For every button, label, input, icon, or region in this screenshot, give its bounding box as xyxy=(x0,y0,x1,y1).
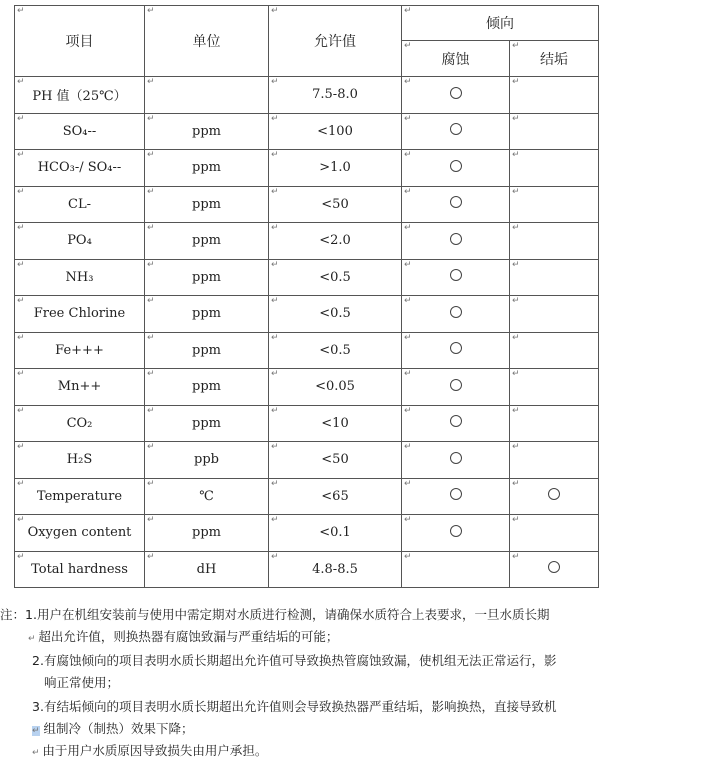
cell-scaling: ↵ xyxy=(510,223,599,260)
cell-unit-text: ℃ xyxy=(199,488,214,504)
header-allowed: ↵ 允许值 xyxy=(269,6,402,77)
cell-item: ↵ Mn++ xyxy=(15,369,145,406)
note-2-line-a: 2.有腐蚀倾向的项目表明水质长期超出允许值可导致换热管腐蚀致漏，使机组无法正常运行，影 xyxy=(32,653,557,668)
circle-icon xyxy=(450,233,462,245)
cell-allowed-value: ↵ <0.05 xyxy=(269,369,402,406)
header-corrosion: ↵ 腐蚀 xyxy=(402,41,510,77)
cell-item-text: Mn++ xyxy=(57,379,102,395)
cell-item: ↵ Oxygen content xyxy=(15,515,145,552)
cell-item-text: Total hardness xyxy=(31,561,128,577)
cell-item-text: Oxygen content xyxy=(27,525,132,541)
circle-icon xyxy=(450,160,462,172)
circle-icon xyxy=(450,342,462,354)
cell-item: ↵ H₂S xyxy=(15,442,145,479)
cell-unit-text: ppm xyxy=(192,233,221,249)
table-row xyxy=(15,405,599,442)
cell-allowed-value-text: >1.0 xyxy=(319,160,351,176)
table-row xyxy=(15,186,599,223)
cell-allowed-value: ↵ <0.1 xyxy=(269,515,402,552)
cell-item: ↵ Temperature xyxy=(15,478,145,515)
cell-item: ↵ Fe+++ xyxy=(15,332,145,369)
cell-scaling: ↵ xyxy=(510,77,599,114)
circle-icon xyxy=(548,488,560,500)
cell-scaling: ↵ xyxy=(510,150,599,187)
note-1-line-a: 注：1.用户在机组安装前与使用中需定期对水质进行检测，请确保水质符合上表要求，一旦水质长期 xyxy=(0,607,550,622)
cell-corrosion: ↵ xyxy=(402,405,510,442)
note-3-line-b: ↵ 组制冷（制热）效果下降； xyxy=(32,721,194,736)
circle-icon xyxy=(450,306,462,318)
circle-icon xyxy=(450,452,462,464)
cell-allowed-value-text: 4.8-8.5 xyxy=(312,561,358,577)
cell-unit: ↵ ppm xyxy=(145,296,269,333)
cell-allowed-value-text: <0.5 xyxy=(319,342,351,358)
cell-allowed-value: ↵ <50 xyxy=(269,442,402,479)
cell-unit: ↵ ppm xyxy=(145,515,269,552)
cell-unit: ↵ ppm xyxy=(145,223,269,260)
table-row xyxy=(15,515,599,552)
cell-unit-text: ppm xyxy=(192,415,221,431)
table-row xyxy=(15,259,599,296)
note-2-line-b: 响正常使用； xyxy=(44,675,120,690)
cell-allowed-value-text: 7.5-8.0 xyxy=(312,87,358,103)
cell-corrosion: ↵ xyxy=(402,223,510,260)
table-row xyxy=(15,551,599,588)
cell-item-text: SO₄-- xyxy=(62,123,97,139)
cell-unit-text: ppm xyxy=(192,306,221,322)
cell-allowed-value-text: <0.5 xyxy=(319,306,351,322)
circle-icon xyxy=(450,87,462,99)
table-row xyxy=(15,113,599,150)
cell-item-text: Fe+++ xyxy=(55,342,104,358)
cell-allowed-value: ↵ >1.0 xyxy=(269,150,402,187)
cell-unit-text: ppm xyxy=(192,342,221,358)
cell-scaling: ↵ xyxy=(510,405,599,442)
header-scaling: ↵ 结垢 xyxy=(510,41,599,77)
circle-icon xyxy=(450,525,462,537)
table-row xyxy=(15,296,599,333)
cell-scaling: ↵ xyxy=(510,186,599,223)
circle-icon xyxy=(548,561,560,573)
cell-scaling: ↵ xyxy=(510,296,599,333)
cell-item-text: HCO₃-/ SO₄-- xyxy=(37,160,122,176)
cell-item-text: H₂S xyxy=(66,452,93,468)
cell-item-text: CL- xyxy=(68,196,91,212)
cell-corrosion: ↵ xyxy=(402,296,510,333)
cell-item: ↵ Free Chlorine xyxy=(15,296,145,333)
cell-item: ↵ NH₃ xyxy=(15,259,145,296)
cell-unit: ↵ ppm xyxy=(145,113,269,150)
cell-item: ↵ CO₂ xyxy=(15,405,145,442)
cell-unit-text: ppm xyxy=(192,525,221,541)
cell-item: ↵ SO₄-- xyxy=(15,113,145,150)
cell-item-text: Free Chlorine xyxy=(33,306,126,322)
cell-allowed-value: ↵ 4.8-8.5 xyxy=(269,551,402,588)
cell-item-text: PH 值（25℃） xyxy=(32,89,127,105)
cell-allowed-value-text: <100 xyxy=(317,123,353,139)
cell-item: ↵ PH 值（25℃） xyxy=(15,77,145,114)
note-1-line-b: ↵ 超出允许值，则换热器有腐蚀致漏与严重结垢的可能； xyxy=(28,629,339,644)
cell-unit: ↵ ℃ xyxy=(145,478,269,515)
cell-unit: ↵ ppm xyxy=(145,332,269,369)
cell-corrosion: ↵ xyxy=(402,259,510,296)
cell-scaling: ↵ xyxy=(510,113,599,150)
cell-unit: ↵ xyxy=(145,77,269,114)
cell-unit-text: dH xyxy=(196,561,217,577)
cell-corrosion: ↵ xyxy=(402,478,510,515)
cell-item: ↵ Total hardness xyxy=(15,551,145,588)
cell-unit-text: ppm xyxy=(192,379,221,395)
table-row xyxy=(15,369,599,406)
cell-allowed-value: ↵ <0.5 xyxy=(269,296,402,333)
cell-allowed-value: ↵ <65 xyxy=(269,478,402,515)
cell-allowed-value: ↵ <50 xyxy=(269,186,402,223)
cell-scaling: ↵ xyxy=(510,515,599,552)
cell-corrosion: ↵ xyxy=(402,77,510,114)
cell-scaling: ↵ xyxy=(510,369,599,406)
table-row xyxy=(15,223,599,260)
cell-unit-text: ppm xyxy=(192,196,221,212)
cell-scaling: ↵ xyxy=(510,259,599,296)
header-tendency: ↵ 倾向 xyxy=(402,6,599,41)
cell-scaling: ↵ xyxy=(510,478,599,515)
cell-corrosion: ↵ xyxy=(402,150,510,187)
cell-scaling: ↵ xyxy=(510,442,599,479)
cell-corrosion: ↵ xyxy=(402,369,510,406)
cell-allowed-value-text: <0.5 xyxy=(319,269,351,285)
cell-allowed-value-text: <0.05 xyxy=(315,379,355,395)
cell-scaling: ↵ xyxy=(510,551,599,588)
note-4-line: ↵ 由于用户水质原因导致损失由用户承担。 xyxy=(32,743,268,758)
cell-allowed-value: ↵ <0.5 xyxy=(269,332,402,369)
cell-corrosion: ↵ xyxy=(402,442,510,479)
cell-scaling: ↵ xyxy=(510,332,599,369)
water-quality-table xyxy=(14,5,599,588)
cell-allowed-value: ↵ <10 xyxy=(269,405,402,442)
cell-item-text: NH₃ xyxy=(65,269,94,285)
note-3-line-a: 3.有结垢倾向的项目表明水质长期超出允许值则会导致换热器严重结垢，影响换热，直接导致机 xyxy=(32,699,557,714)
cell-unit: ↵ ppm xyxy=(145,150,269,187)
cell-allowed-value: ↵ <0.5 xyxy=(269,259,402,296)
cell-unit-text: ppm xyxy=(192,269,221,285)
cell-unit: ↵ dH xyxy=(145,551,269,588)
cell-item-text: Temperature xyxy=(36,488,123,504)
circle-icon xyxy=(450,379,462,391)
circle-icon xyxy=(450,415,462,427)
circle-icon xyxy=(450,123,462,135)
table-row xyxy=(15,77,599,114)
cell-allowed-value: ↵ <2.0 xyxy=(269,223,402,260)
cell-allowed-value-text: <2.0 xyxy=(319,233,351,249)
table-row xyxy=(15,332,599,369)
circle-icon xyxy=(450,269,462,281)
cell-allowed-value: ↵ 7.5-8.0 xyxy=(269,77,402,114)
cell-corrosion: ↵ xyxy=(402,551,510,588)
cell-allowed-value-text: <10 xyxy=(321,415,349,431)
cell-unit-text: ppm xyxy=(192,160,221,176)
cell-unit: ↵ ppm xyxy=(145,186,269,223)
cell-unit: ↵ ppm xyxy=(145,259,269,296)
cell-item-text: PO₄ xyxy=(67,233,92,249)
cell-unit: ↵ ppm xyxy=(145,369,269,406)
cell-allowed-value-text: <50 xyxy=(321,196,349,212)
cell-item: ↵ HCO₃-/ SO₄-- xyxy=(15,150,145,187)
table-row xyxy=(15,442,599,479)
cell-unit: ↵ ppm xyxy=(145,405,269,442)
cell-unit-text: ppb xyxy=(194,452,219,468)
cell-unit: ↵ ppb xyxy=(145,442,269,479)
cell-allowed-value-text: <0.1 xyxy=(319,525,351,541)
cell-allowed-value-text: <50 xyxy=(321,452,349,468)
table-row xyxy=(15,478,599,515)
header-unit: ↵ 单位 xyxy=(145,6,269,77)
cell-corrosion: ↵ xyxy=(402,113,510,150)
table-row xyxy=(15,150,599,187)
circle-icon xyxy=(450,196,462,208)
circle-icon xyxy=(450,488,462,500)
cell-corrosion: ↵ xyxy=(402,515,510,552)
cell-item-text: CO₂ xyxy=(66,415,93,431)
header-item: ↵ 项目 xyxy=(15,6,145,77)
cell-allowed-value: ↵ <100 xyxy=(269,113,402,150)
cell-corrosion: ↵ xyxy=(402,332,510,369)
cell-corrosion: ↵ xyxy=(402,186,510,223)
cell-allowed-value-text: <65 xyxy=(321,488,349,504)
cell-unit-text: ppm xyxy=(192,123,221,139)
cell-item: ↵ PO₄ xyxy=(15,223,145,260)
cell-item: ↵ CL- xyxy=(15,186,145,223)
